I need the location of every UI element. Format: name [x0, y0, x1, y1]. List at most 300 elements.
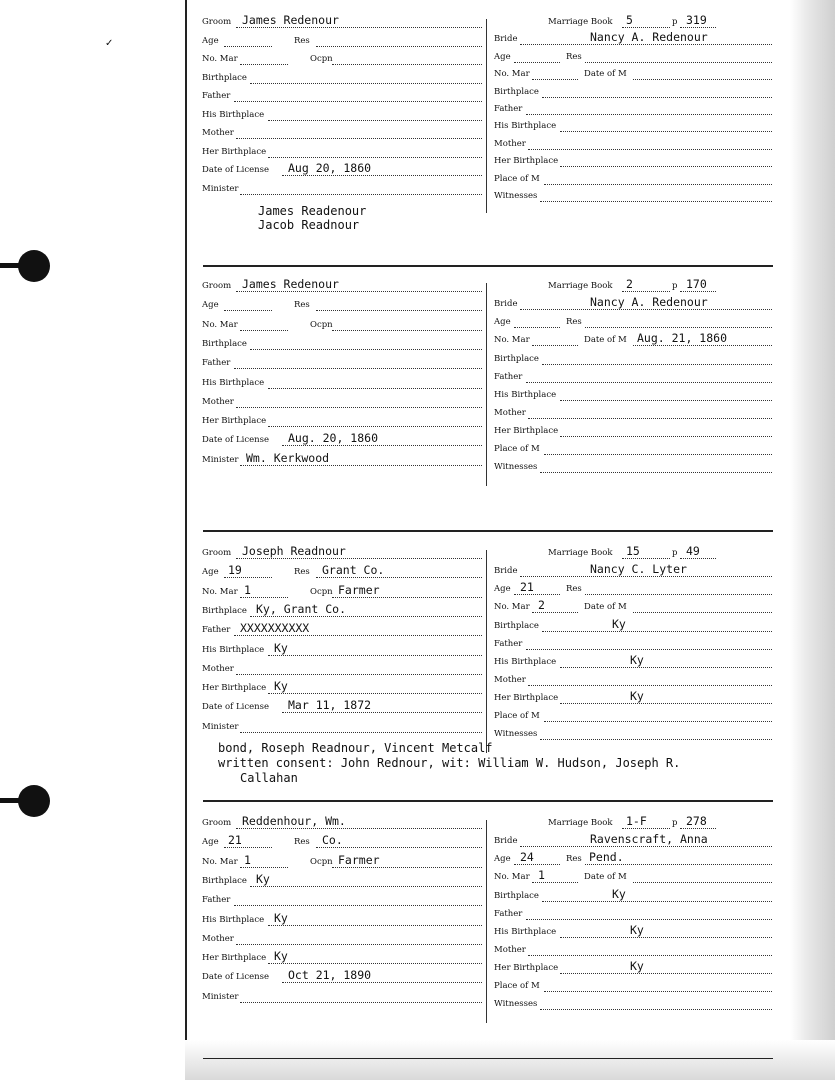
groom-field-row [202, 51, 482, 67]
field-line [224, 847, 272, 848]
bride-field-row [494, 636, 772, 652]
field-line [236, 27, 482, 28]
field-label: Marriage Book [548, 818, 613, 828]
groom-field-row [202, 107, 482, 123]
field-label: His Birthplace [202, 644, 265, 655]
field-label: Age [202, 300, 219, 311]
groom-field-row [202, 584, 482, 600]
field-line [316, 46, 482, 47]
field-line [540, 739, 772, 740]
field-label: His Birthplace [202, 109, 265, 120]
field-label: Age [202, 837, 219, 848]
field-value: Ky [630, 689, 644, 704]
groom-field-row [202, 680, 482, 696]
field-label: p [672, 281, 678, 291]
left-margin [0, 0, 185, 1080]
card-note: Jacob Readnour [258, 218, 360, 232]
field-label: Res [294, 300, 310, 311]
field-line [528, 955, 772, 956]
field-label: Marriage Book [548, 281, 613, 291]
field-line [234, 635, 482, 636]
card-note: bond, Roseph Readnour, Vincent Metcalf [218, 741, 493, 755]
bride-field-row [494, 888, 772, 904]
field-label: Groom [202, 17, 232, 27]
field-line [250, 349, 482, 350]
bride-field-row [494, 278, 772, 294]
field-value: 21 [520, 580, 534, 595]
field-line [236, 291, 482, 292]
field-label: Ocpn [310, 856, 333, 867]
field-label: Witnesses [494, 999, 538, 1010]
field-value: 15 [626, 544, 640, 558]
field-label: Her Birthplace [494, 693, 559, 704]
groom-field-row [202, 815, 482, 831]
field-line [622, 828, 670, 829]
card-separator [203, 265, 773, 267]
field-line [633, 79, 772, 80]
field-label: No. Mar [202, 54, 238, 64]
field-label: Mother [202, 933, 234, 944]
field-line [282, 982, 482, 983]
field-value: Aug 20, 1860 [288, 161, 372, 175]
field-value: Ky, Grant Co. [256, 601, 347, 616]
field-label: No. Mar [494, 335, 530, 346]
field-label: Her Birthplace [202, 683, 267, 694]
field-line [526, 919, 772, 920]
marriage-card [190, 815, 772, 1055]
groom-field-row [202, 144, 482, 160]
field-label: His Birthplace [494, 656, 557, 667]
field-value: Ky [274, 640, 288, 655]
groom-field-row [202, 336, 482, 352]
field-line [633, 345, 772, 346]
field-value: Pend. [589, 850, 624, 865]
field-value: 5 [626, 13, 633, 27]
field-value: Reddenhour, Wm. [242, 814, 346, 828]
field-line [560, 131, 772, 132]
field-line [240, 330, 288, 331]
field-value: 1 [538, 868, 545, 883]
bride-field-row [494, 31, 772, 47]
field-label: Birthplace [202, 72, 247, 83]
field-label: Witnesses [494, 190, 538, 201]
field-value: Ky [612, 616, 626, 631]
field-line [528, 149, 772, 150]
groom-field-row [202, 452, 482, 468]
field-label: p [672, 548, 678, 558]
field-label: Res [566, 317, 582, 328]
field-line [680, 27, 716, 28]
groom-field-row [202, 297, 482, 313]
field-line [236, 674, 482, 675]
field-line [540, 201, 772, 202]
groom-field-row [202, 969, 482, 985]
field-label: Res [566, 854, 582, 865]
field-line [240, 597, 288, 598]
field-line [560, 937, 772, 938]
groom-field-row [202, 603, 482, 619]
field-line [332, 597, 482, 598]
field-label: No. Mar [494, 872, 530, 883]
field-label: Mother [202, 128, 234, 138]
groom-field-row [202, 989, 482, 1005]
field-value: 21 [228, 833, 242, 848]
field-label: Birthplace [494, 890, 539, 901]
field-line [544, 454, 772, 455]
field-line [268, 693, 482, 694]
field-line [622, 291, 670, 292]
field-line [528, 418, 772, 419]
field-line [560, 667, 772, 668]
field-label: Date of License [202, 972, 270, 983]
field-line [240, 1002, 482, 1003]
field-line [514, 327, 560, 328]
field-value: Aug. 21, 1860 [637, 331, 728, 346]
bride-field-row [494, 66, 772, 82]
bride-field-row [494, 171, 772, 187]
field-label: Her Birthplace [202, 953, 267, 964]
bride-field-row [494, 708, 772, 724]
field-value: James Redenour [242, 277, 339, 291]
groom-field-row [202, 317, 482, 333]
field-line [560, 703, 772, 704]
field-label: Date of M [584, 602, 627, 613]
field-label: Ocpn [310, 54, 333, 64]
bride-field-row [494, 405, 772, 421]
bride-field-row [494, 101, 772, 117]
field-label: Her Birthplace [494, 426, 559, 437]
field-label: Age [202, 35, 219, 46]
field-value: Grant Co. [322, 563, 385, 578]
bride-field-row [494, 672, 772, 688]
field-value: XXXXXXXXXX [240, 621, 310, 636]
groom-field-row [202, 394, 482, 410]
bride-field-row [494, 188, 772, 204]
field-line [526, 382, 772, 383]
field-value: 2 [626, 277, 633, 291]
bride-field-row [494, 84, 772, 100]
bride-field-row [494, 118, 772, 134]
groom-field-row [202, 14, 482, 30]
groom-field-row [202, 912, 482, 928]
field-label: Her Birthplace [202, 416, 267, 427]
field-line [528, 685, 772, 686]
field-line [268, 157, 482, 158]
stray-mark: ✓ [105, 38, 114, 49]
field-line [514, 62, 560, 63]
field-label: Father [494, 908, 523, 919]
field-line [240, 732, 482, 733]
field-line [680, 291, 716, 292]
field-value: Ky [274, 910, 288, 925]
field-line [542, 631, 772, 632]
bride-field-row [494, 153, 772, 169]
card-separator [203, 800, 773, 802]
field-label: Date of License [202, 165, 270, 175]
field-value: 2 [538, 598, 545, 613]
field-label: Mother [202, 663, 234, 674]
marriage-card [190, 545, 772, 785]
field-label: Father [494, 638, 523, 649]
field-line [514, 594, 560, 595]
field-label: Birthplace [494, 620, 539, 631]
field-line [542, 97, 772, 98]
field-value: Oct 21, 1890 [288, 968, 372, 983]
field-line [250, 83, 482, 84]
column-divider [486, 19, 487, 213]
groom-field-row [202, 699, 482, 715]
field-line [520, 846, 772, 847]
field-label: Mother [202, 396, 234, 407]
groom-field-row [202, 88, 482, 104]
field-value: 19 [228, 563, 242, 578]
field-label: Bride [494, 566, 518, 577]
field-line [224, 46, 272, 47]
punch-hole [18, 250, 50, 282]
field-value: 170 [686, 277, 707, 291]
groom-field-row [202, 278, 482, 294]
field-line [542, 364, 772, 365]
field-line [316, 847, 482, 848]
bride-field-row [494, 14, 772, 30]
field-label: Her Birthplace [202, 146, 267, 157]
field-value: Nancy C. Lyter [590, 562, 687, 577]
bride-field-row [494, 459, 772, 475]
field-line [236, 558, 482, 559]
field-label: Birthplace [202, 338, 247, 349]
field-line [332, 867, 482, 868]
field-label: Witnesses [494, 462, 538, 473]
field-value: 24 [520, 850, 534, 865]
field-value: James Redenour [242, 13, 339, 27]
field-label: Mother [494, 407, 526, 418]
bride-field-row [494, 942, 772, 958]
field-line [585, 62, 772, 63]
field-line [250, 886, 482, 887]
field-line [268, 120, 482, 121]
field-label: His Birthplace [494, 389, 557, 400]
groom-field-row [202, 125, 482, 141]
field-line [224, 577, 272, 578]
field-label: Minister [202, 454, 239, 465]
field-line [282, 712, 482, 713]
field-value: Nancy A. Redenour [590, 30, 708, 45]
marriage-card [190, 14, 772, 254]
field-label: p [672, 17, 678, 27]
field-line [514, 864, 560, 865]
field-label: Date of M [584, 335, 627, 346]
field-line [250, 616, 482, 617]
field-label: Age [494, 854, 511, 865]
field-label: Birthplace [494, 86, 539, 97]
bride-field-row [494, 296, 772, 312]
field-label: Date of License [202, 702, 270, 713]
bride-field-row [494, 996, 772, 1012]
field-line [240, 194, 482, 195]
field-line [282, 175, 482, 176]
field-value: Ky [274, 679, 288, 694]
field-label: Father [202, 91, 231, 101]
bride-field-row [494, 618, 772, 634]
field-line [532, 882, 578, 883]
field-label: Minister [202, 183, 239, 194]
right-scan-edge [790, 0, 835, 1080]
field-label: Birthplace [202, 605, 247, 616]
bride-field-row [494, 726, 772, 742]
field-line [560, 436, 772, 437]
field-value: 1-F [626, 814, 647, 828]
groom-field-row [202, 892, 482, 908]
field-line [240, 465, 482, 466]
field-value: 1 [244, 852, 251, 867]
field-value: Ky [274, 949, 288, 964]
field-label: Groom [202, 818, 232, 828]
field-line [526, 114, 772, 115]
field-label: Place of M [494, 981, 540, 992]
field-label: Father [202, 358, 231, 369]
card-separator [203, 1058, 773, 1059]
field-value: 278 [686, 814, 707, 828]
marriage-card [190, 278, 772, 518]
field-line [268, 388, 482, 389]
field-line [240, 64, 288, 65]
field-line [532, 345, 578, 346]
field-value: Mar 11, 1872 [288, 698, 372, 713]
bride-field-row [494, 314, 772, 330]
groom-field-row [202, 162, 482, 178]
field-line [236, 944, 482, 945]
field-label: His Birthplace [202, 377, 265, 388]
card-note: James Readenour [258, 204, 367, 218]
groom-field-row [202, 432, 482, 448]
field-label: Age [202, 567, 219, 578]
field-label: Bride [494, 34, 518, 45]
field-line [520, 576, 772, 577]
field-value: 319 [686, 13, 707, 27]
groom-field-row [202, 854, 482, 870]
punch-hole [18, 785, 50, 817]
bride-field-row [494, 960, 772, 976]
field-line [585, 594, 772, 595]
bride-field-row [494, 924, 772, 940]
groom-field-row [202, 719, 482, 735]
field-label: Date of M [584, 69, 627, 80]
field-label: His Birthplace [494, 926, 557, 937]
groom-field-row [202, 834, 482, 850]
field-label: Place of M [494, 173, 540, 184]
field-line [532, 79, 578, 80]
groom-field-row [202, 661, 482, 677]
bride-field-row [494, 369, 772, 385]
groom-field-row [202, 950, 482, 966]
bride-field-row [494, 387, 772, 403]
field-label: Marriage Book [548, 548, 613, 558]
groom-field-row [202, 375, 482, 391]
field-line [236, 828, 482, 829]
groom-field-row [202, 33, 482, 49]
field-label: Res [294, 837, 310, 848]
field-label: Minister [202, 721, 239, 732]
column-divider [486, 820, 487, 1023]
field-value: Aug. 20, 1860 [288, 431, 379, 446]
field-line [268, 655, 482, 656]
groom-field-row [202, 413, 482, 429]
field-value: 49 [686, 544, 700, 558]
field-label: Birthplace [202, 875, 247, 886]
field-line [234, 368, 482, 369]
field-label: Bride [494, 836, 518, 847]
groom-field-row [202, 70, 482, 86]
field-label: No. Mar [202, 856, 238, 867]
field-label: Marriage Book [548, 17, 613, 27]
field-line [585, 864, 772, 865]
field-line [680, 558, 716, 559]
field-label: p [672, 818, 678, 828]
field-value: Joseph Readnour [242, 544, 346, 558]
field-line [526, 649, 772, 650]
field-label: Mother [494, 674, 526, 685]
field-line [520, 309, 772, 310]
field-label: Res [566, 584, 582, 595]
field-label: Bride [494, 299, 518, 310]
field-label: Father [202, 895, 231, 906]
field-line [234, 905, 482, 906]
bride-field-row [494, 563, 772, 579]
groom-field-row [202, 873, 482, 889]
field-value: Co. [322, 833, 343, 848]
groom-field-row [202, 564, 482, 580]
field-line [532, 612, 578, 613]
field-label: Father [494, 371, 523, 382]
field-line [236, 407, 482, 408]
column-divider [486, 283, 487, 486]
field-label: Age [494, 584, 511, 595]
bride-field-row [494, 978, 772, 994]
field-label: Res [566, 51, 582, 62]
field-line [224, 310, 272, 311]
field-label: Groom [202, 281, 232, 291]
field-label: Birthplace [494, 353, 539, 364]
bride-field-row [494, 599, 772, 615]
bride-field-row [494, 815, 772, 831]
card-separator [203, 530, 773, 532]
field-line [236, 138, 482, 139]
field-label: Groom [202, 548, 232, 558]
field-value: Ky [630, 959, 644, 974]
field-line [234, 101, 482, 102]
field-line [680, 828, 716, 829]
field-label: No. Mar [494, 602, 530, 613]
bride-field-row [494, 833, 772, 849]
bride-field-row [494, 49, 772, 65]
bride-field-row [494, 332, 772, 348]
field-line [585, 327, 772, 328]
field-line [544, 991, 772, 992]
field-line [240, 867, 288, 868]
field-line [268, 925, 482, 926]
field-value: Farmer [338, 852, 380, 867]
card-note: written consent: John Rednour, wit: William W. Hudson, Joseph R. [218, 756, 681, 770]
field-value: Wm. Kerkwood [246, 450, 330, 465]
field-label: No. Mar [202, 319, 238, 330]
field-label: Witnesses [494, 729, 538, 740]
bride-field-row [494, 654, 772, 670]
field-line [268, 426, 482, 427]
field-label: Her Birthplace [494, 963, 559, 974]
field-label: Father [202, 625, 231, 636]
field-value: Ky [256, 871, 270, 886]
groom-field-row [202, 642, 482, 658]
